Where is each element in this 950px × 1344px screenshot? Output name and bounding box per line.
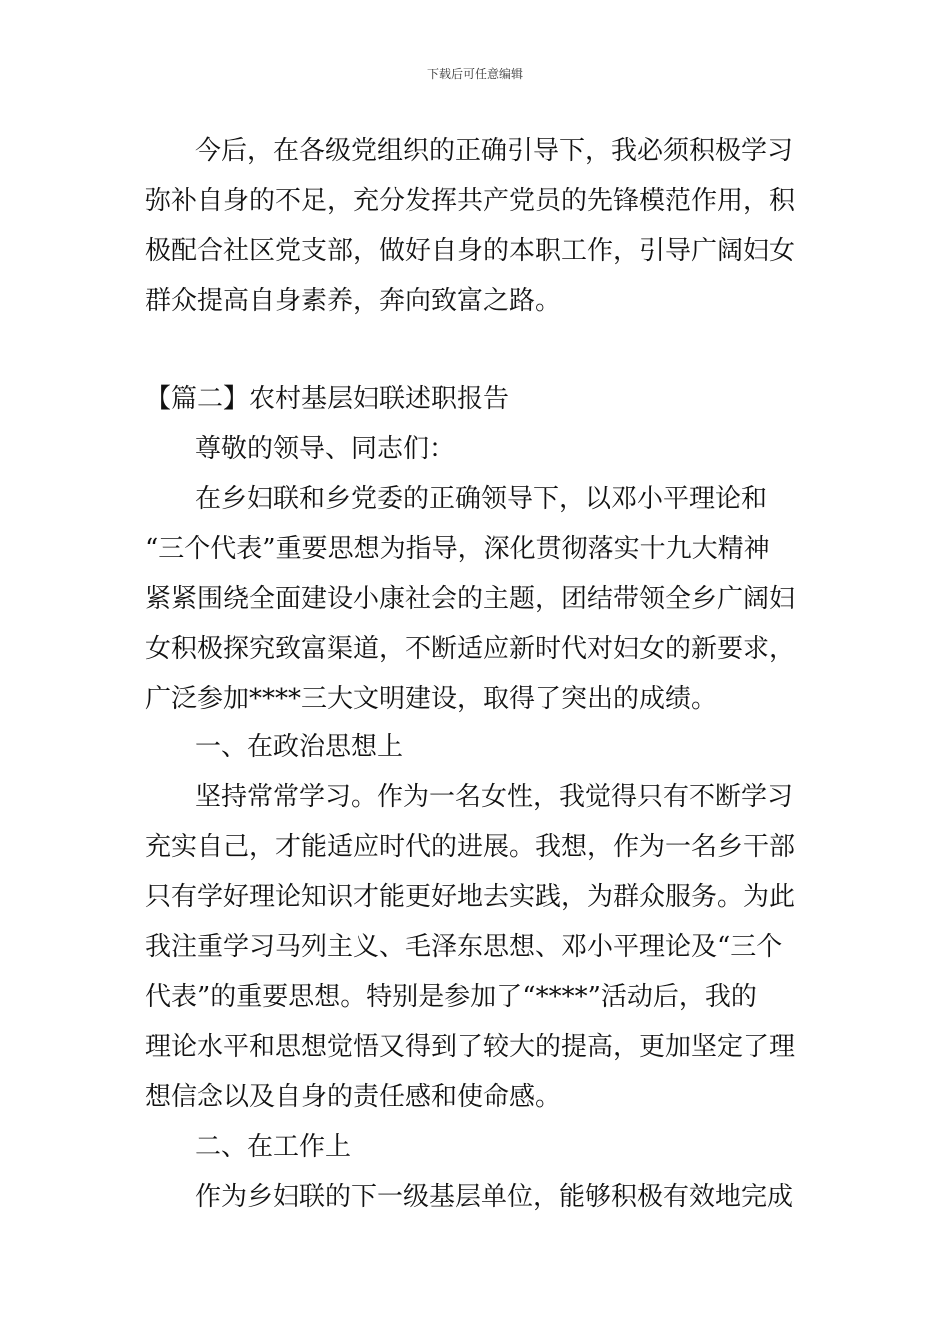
subsection-heading: 一、在政治思想上: [195, 732, 404, 762]
paragraph-line: 只有学好理论知识才能更好地去实践，为群众服务。为此: [145, 882, 796, 912]
paragraph-line: 我注重学习马列主义、毛泽东思想、邓小平理论及“三个: [145, 932, 783, 962]
paragraph-line: 女积极探究致富渠道，不断适应新时代对妇女的新要求，: [145, 634, 796, 664]
paragraph-line: 极配合社区党支部，做好自身的本职工作，引导广阔妇女: [145, 236, 796, 266]
page-header: 下载后可任意编辑: [426, 67, 523, 81]
section-heading: 【篇二】农村基层妇联述职报告: [145, 384, 510, 414]
paragraph-line: 理论水平和思想觉悟又得到了较大的提高，更加坚定了理: [145, 1032, 796, 1062]
paragraph-line: 想信念以及自身的责任感和使命感。: [145, 1082, 562, 1112]
subsection-heading: 二、在工作上: [195, 1132, 352, 1162]
paragraph-line: 群众提高自身素养，奔向致富之路。: [145, 286, 562, 316]
paragraph-line: 充实自己，才能适应时代的进展。我想，作为一名乡干部: [145, 832, 796, 862]
paragraph-line: 代表”的重要思想。特别是参加了“****”活动后，我的: [145, 982, 757, 1012]
paragraph-line: 坚持常常学习。作为一名女性，我觉得只有不断学习: [195, 782, 794, 812]
paragraph-line: 紧紧围绕全面建设小康社会的主题，团结带领全乡广阔妇: [145, 584, 796, 614]
paragraph-line: 广泛参加****三大文明建设，取得了突出的成绩。: [145, 684, 718, 714]
paragraph-line: 作为乡妇联的下一级基层单位，能够积极有效地完成: [195, 1182, 794, 1212]
paragraph-line: 弥补自身的不足，充分发挥共产党员的先锋模范作用，积: [145, 186, 796, 216]
paragraph-line: “三个代表”重要思想为指导，深化贯彻落实十九大精神: [145, 534, 770, 564]
paragraph-line: 今后，在各级党组织的正确引导下，我必须积极学习: [195, 136, 794, 166]
salutation: 尊敬的领导、同志们：: [195, 434, 456, 464]
paragraph-line: 在乡妇联和乡党委的正确领导下，以邓小平理论和: [195, 484, 768, 514]
